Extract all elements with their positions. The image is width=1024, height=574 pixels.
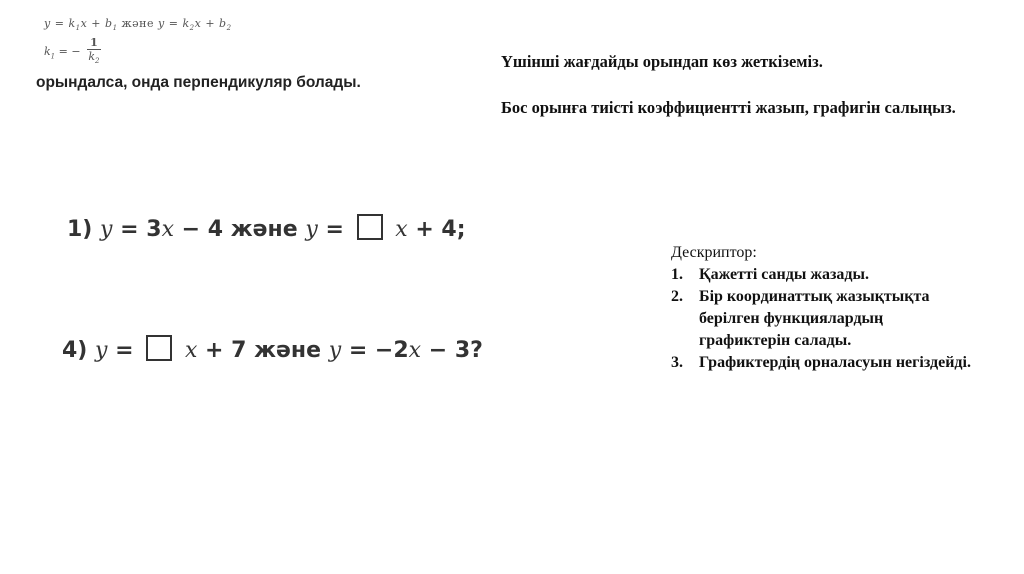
formula-perpendicular-condition: $k_1$ = − $\frac{1}{k_2}$ <box>44 36 101 68</box>
formula-parallel-lines: $y = k_1x + b_1$ және $y = k_2x + b_2$ <box>44 17 232 33</box>
equation-4: 4) y = x + 7 жəне y = −2x − 3? <box>62 335 483 363</box>
coefficient-blank-box[interactable] <box>146 335 172 361</box>
descriptor-list <box>671 264 971 374</box>
instruction-line-1: Үшінші жағдайды орындап көз жеткіземіз. <box>501 52 823 71</box>
conclusion-text: орындалса, онда перпендикуляр болады. <box>36 74 361 91</box>
descriptor-title: Дескриптор: <box>671 244 757 261</box>
list-item: 2. Бір координаттық жазықтықта берілген функциялардың графиктерін салады. <box>671 288 930 349</box>
list-item: 1. Қажетті санды жазады. <box>671 266 869 283</box>
descriptor-block <box>671 242 971 374</box>
instruction-line-2: Бос орынға тиісті коэффициентті жазып, графигін салыңыз. <box>501 98 956 117</box>
instructions <box>501 50 971 142</box>
list-item: 3. Графиктердің орналасуын негіздейді. <box>671 354 971 371</box>
equation-1: 1) y = 3x − 4 жəне y = x + 4; <box>67 214 466 242</box>
coefficient-blank-box[interactable] <box>357 214 383 240</box>
fraction: $\frac{1}{k_2}$ <box>88 36 100 66</box>
